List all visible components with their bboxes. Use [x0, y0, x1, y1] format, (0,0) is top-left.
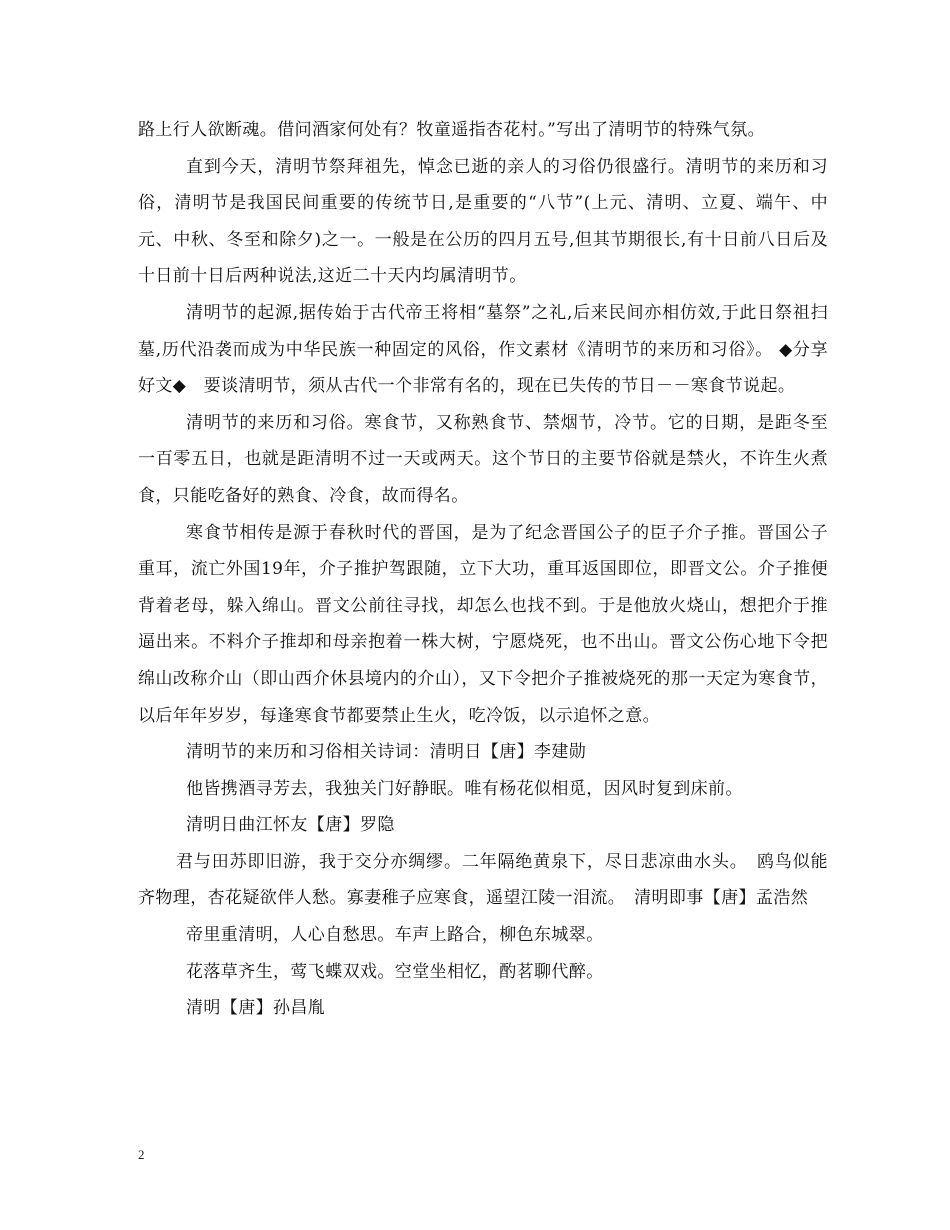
paragraph-11: 花落草齐生，莺飞蝶双戏。空堂坐相忆，酌茗聊代醉。 — [186, 961, 604, 982]
paragraph-7: 他皆携酒寻芳去，我独关门好静眠。唯有杨花似相觅，因风时复到床前。 — [186, 778, 743, 799]
document-body — [138, 112, 828, 1027]
paragraph-2: 直到今天，清明节祭拜祖先，悼念已逝的亲人的习俗仍很盛行。清明节的来历和习俗，清明节是我国民间重要的传统节日,是重要的“八节”(上元、清明、立夏、端午、中元、中秋、冬至和除夕)之一。一般是在公历的四月五号,但其节期很长,有十日前八日后及十日前十日后两种说法,这近二十天内均属清明节。 — [138, 156, 828, 287]
paragraph-8: 清明日曲江怀友【唐】罗隐 — [186, 815, 395, 836]
paragraph-12: 清明【唐】孙昌胤 — [186, 998, 326, 1019]
paragraph-10: 帝里重清明，人心自愁思。车声上路合，柳色东城翠。 — [186, 925, 604, 946]
paragraph-3: 清明节的起源,据传始于古代帝王将相“墓祭”之礼,后来民间亦相仿效,于此日祭祖扫墓,历代沿袭而成为中华民族一种固定的风俗，作文素材《清明节的来历和习俗》。 ◆分享好文◆ 要谈清明节，须从古代一个非常有名的，现在已失传的节日－－寒食节说起。 — [138, 302, 828, 397]
page-number: 2 — [138, 1147, 145, 1162]
paragraph-9: 君与田苏即旧游，我于交分亦绸缪。二年隔绝黄泉下，尽日悲凉曲水头。 鸥鸟似能齐物理，杏花疑欲伴人愁。寡妻稚子应寒食，遥望江陵一泪流。 清明即事【唐】孟浩然 — [138, 851, 828, 909]
paragraph-4: 清明节的来历和习俗。寒食节，又称熟食节、禁烟节，冷节。它的日期，是距冬至一百零五日，也就是距清明不过一天或两天。这个节日的主要节俗就是禁火，不许生火煮食，只能吃备好的熟食、冷食，故而得名。 — [138, 412, 828, 506]
paragraph-6: 清明节的来历和习俗相关诗词：清明日【唐】李建勋 — [186, 742, 587, 763]
paragraph-1: 路上行人欲断魂。借问酒家何处有？牧童遥指杏花村。”写出了清明节的特殊气氛。 — [138, 120, 765, 140]
paragraph-5: 寒食节相传是源于春秋时代的晋国，是为了纪念晋国公子的臣子介子推。晋国公子重耳，流亡外国19年，介子推护驾跟随，立下大功，重耳返国即位，即晋文公。介子推便背着老母，躲入绵山。晋文公前往寻找，却怎么也找不到。于是他放火烧山，想把介于推逼出来。不料介子推却和母亲抱着一株大树，宁愿烧死，也不出山。晋文公伤心地下令把绵山改称介山（即山西介休县境内的介山），又下令把介子推被烧死的那一天定为寒食节，以后年年岁岁，每逢寒食节都要禁止生火，吃冷饭，以示追怀之意。 — [138, 522, 828, 726]
